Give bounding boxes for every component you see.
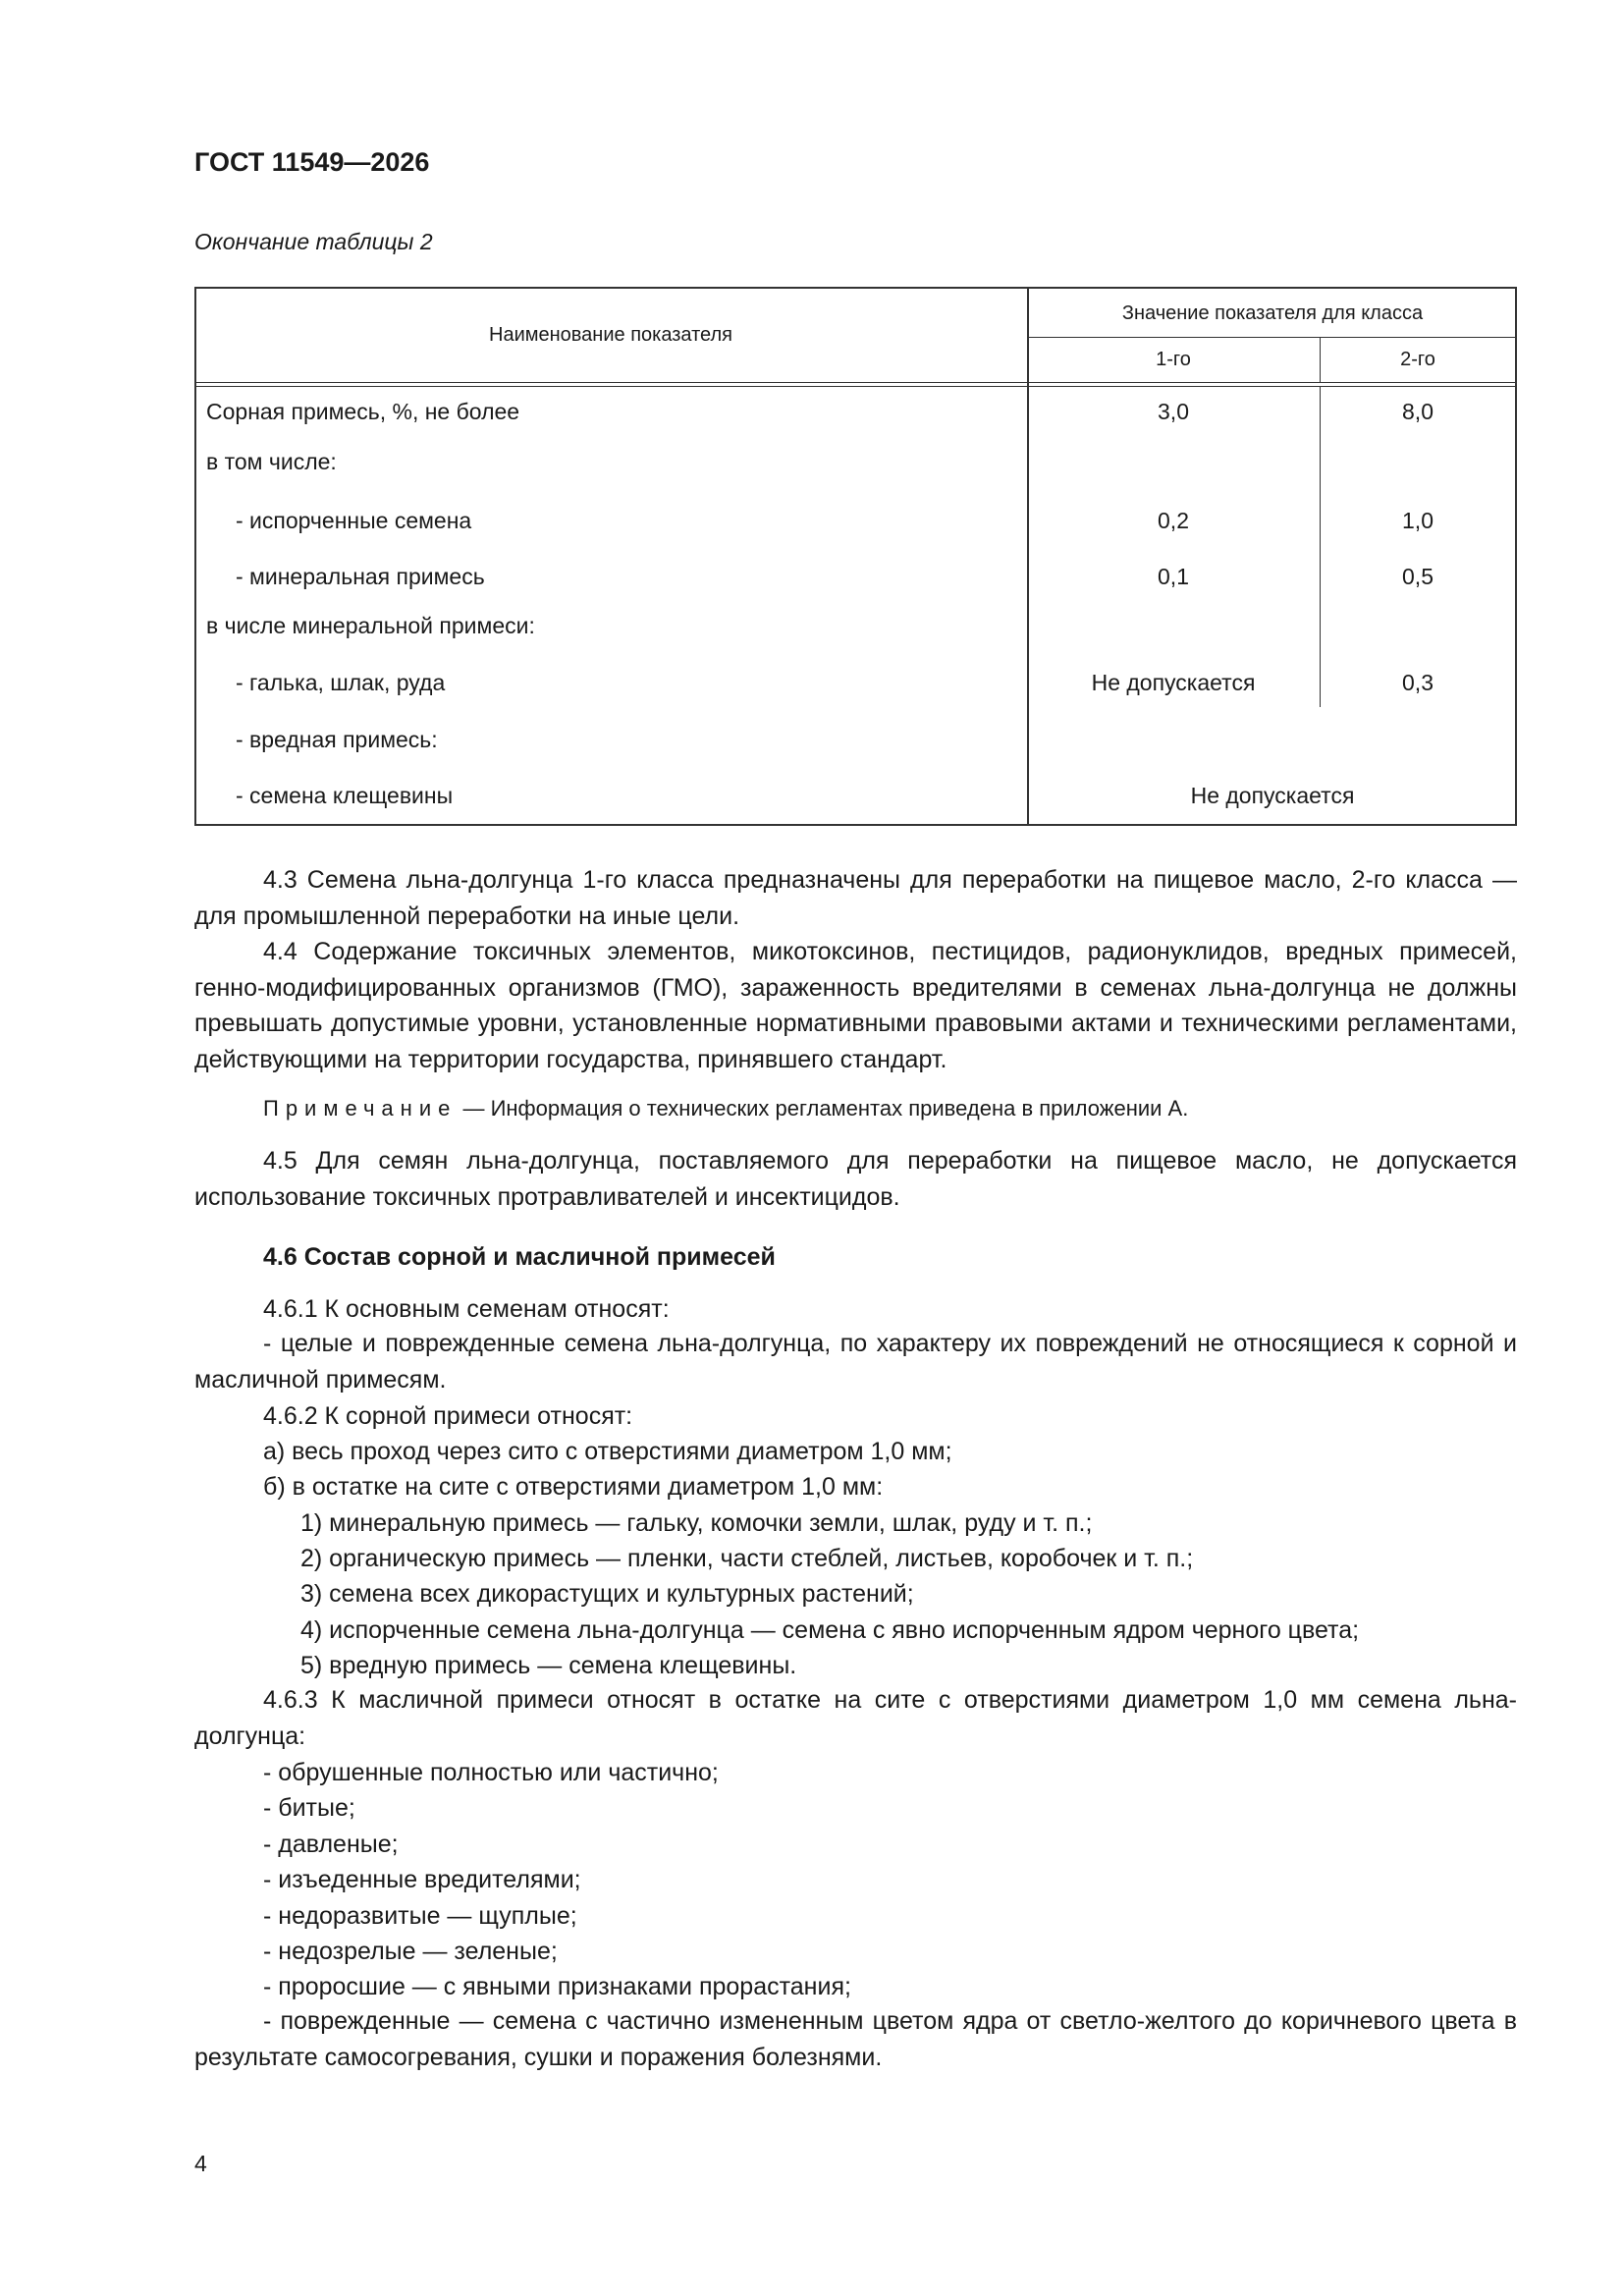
row-name: Сорная примесь, %, не более (206, 399, 520, 424)
header-class-value: Значение показателя для класса (1121, 302, 1424, 324)
row-value-2: 0,5 (1402, 564, 1434, 589)
paragraph-4-5: 4.5 Для семян льна-долгунца, поставляемого для переработки на пищевое масло, не допускается использование токсичных протравливателей и инсектицидов. (194, 1147, 1517, 1211)
row-name: в числе минеральной примеси: (206, 613, 535, 638)
list-item: 2) органическую примесь — пленки, части стеблей, листьев, коробочек и т. п.; (300, 1545, 1194, 1572)
note: Примечание — Информация о технических регламентах приведена в приложении А. (263, 1096, 1189, 1121)
table-caption: Окончание таблицы 2 (194, 229, 433, 254)
row-name: - минеральная примесь (236, 564, 485, 589)
page-number: 4 (194, 2151, 207, 2176)
paragraph-4-4: 4.4 Содержание токсичных элементов, микотоксинов, пестицидов, радионуклидов, вредных примесей, генно-модифицированных организмов (ГМО), зараженность вредителями в семенах льна-долгунца не должны превышать допустимые уровни, установленные нормативными правовыми актами и техническими регламентами, действующими на территории государства, принявшего стандарт. (194, 938, 1517, 1073)
row-value-1: Не допускается (1091, 670, 1256, 695)
row-name: - вредная примесь: (236, 727, 438, 752)
paragraph-4-6-2-b: б) в остатке на сите с отверстиями диаметром 1,0 мм: (263, 1473, 884, 1501)
list-item: - битые; (263, 1794, 355, 1822)
list-item: - давленые; (263, 1831, 399, 1858)
row-value-1: 3,0 (1158, 399, 1189, 424)
paragraph-4-3: 4.3 Семена льна-долгунца 1-го класса предназначены для переработки на пищевое масло, 2-го класса — для промышленной переработки на иные цели. (194, 866, 1517, 930)
document-header: ГОСТ 11549—2026 (194, 147, 430, 177)
paragraph-4-6-1-item: - целые и поврежденные семена льна-долгунца, по характеру их повреждений не относящиеся к сорной и масличной примесям. (194, 1330, 1517, 1394)
list-item: - недоразвитые — щуплые; (263, 1902, 577, 1930)
list-item: 3) семена всех дикорастущих и культурных растений; (300, 1580, 914, 1608)
row-value-1: 0,1 (1158, 564, 1189, 589)
paragraph-4-6-3: 4.6.3 К масличной примеси относят в остатке на сите с отверстиями диаметром 1,0 мм семена льна-долгунца: (194, 1686, 1517, 1750)
header-class-2: 2-го (1400, 349, 1435, 370)
list-item: 1) минеральную примесь — гальку, комочки земли, шлак, руду и т. п.; (300, 1509, 1093, 1537)
list-item: - изъеденные вредителями; (263, 1866, 581, 1893)
section-heading-4-6: 4.6 Состав сорной и масличной примесей (263, 1243, 776, 1271)
list-item: - поврежденные — семена с частично измененным цветом ядра от светло-желтого до коричневого цвета в результате самосогревания, сушки и поражения болезнями. (194, 2007, 1517, 2071)
row-name: - испорченные семена (236, 508, 472, 533)
row-name: - галька, шлак, руда (236, 670, 446, 695)
list-item: 5) вредную примесь — семена клещевины. (300, 1652, 797, 1679)
row-name: - семена клещевины (236, 783, 454, 808)
indicator-table (194, 287, 1517, 826)
row-name: в том числе: (206, 449, 337, 474)
row-value-2: 1,0 (1402, 508, 1434, 533)
list-item: 4) испорченные семена льна-долгунца — семена с явно испорченным ядром черного цвета; (300, 1616, 1360, 1644)
header-indicator-name: Наименование показателя (489, 324, 732, 346)
list-item: - обрушенные полностью или частично; (263, 1759, 719, 1786)
row-value-2: 8,0 (1402, 399, 1434, 424)
row-value-1: 0,2 (1158, 508, 1189, 533)
row-value-2: 0,3 (1402, 670, 1434, 695)
paragraph-4-6-2-a: а) весь проход через сито с отверстиями диаметром 1,0 мм; (263, 1438, 952, 1465)
list-item: - проросшие — с явными признаками прорастания; (263, 1973, 851, 2000)
row-value-merged: Не допускается (1190, 783, 1355, 808)
list-item: - недозрелые — зеленые; (263, 1938, 558, 1965)
header-class-1: 1-го (1156, 349, 1191, 370)
paragraph-4-6-2: 4.6.2 К сорной примеси относят: (263, 1402, 633, 1430)
paragraph-4-6-1: 4.6.1 К основным семенам относят: (263, 1295, 670, 1323)
